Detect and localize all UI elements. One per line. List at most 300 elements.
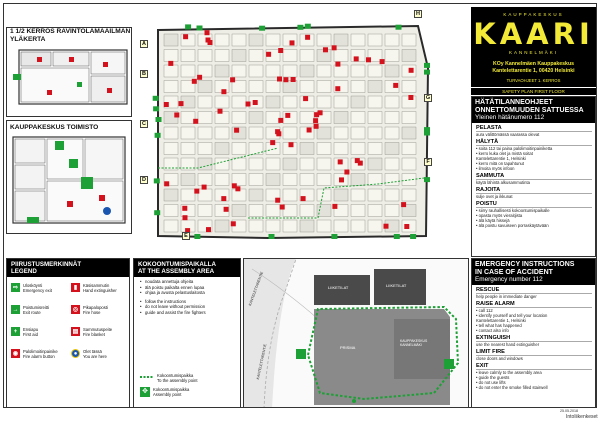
assembly-title-fi: KOKOONTUMISPAIKALLA — [138, 261, 216, 268]
extinguisher-marker — [194, 189, 199, 194]
extinguisher-marker — [231, 221, 236, 226]
fi-section-title: SAMMUTA — [476, 173, 592, 180]
shop-unit — [232, 158, 246, 170]
extinguisher-marker — [164, 181, 169, 186]
emergency-title-fi-2: ONNETTOMUUDEN SATTUESSA — [475, 106, 584, 114]
extinguisher-marker — [290, 40, 295, 45]
shop-unit — [351, 65, 365, 77]
shop-unit — [385, 127, 399, 139]
fi-section-text: • siirry rauhallisesti kokoontumispaikalle • opasta myös vieraitjista • älä käytä hissejä • älä poistu savuiseen porraskäytävään — [476, 208, 550, 228]
extinguisher-marker — [224, 207, 229, 212]
extinguisher-marker — [270, 140, 275, 145]
shop-unit — [402, 34, 416, 46]
assembly-fi-2: • älä poistu paikalta ennen lupaa — [140, 285, 236, 291]
shop-unit — [300, 174, 314, 186]
shop-unit — [215, 127, 229, 139]
shop-unit — [402, 50, 416, 62]
exit-marker — [154, 210, 160, 215]
shop-unit — [215, 65, 229, 77]
legend-label: Ensiapu First aid — [23, 327, 39, 337]
shop-unit — [402, 112, 416, 124]
shop-unit — [385, 158, 399, 170]
shop-unit — [266, 34, 280, 46]
shop-unit — [249, 174, 263, 186]
exit-marker — [396, 25, 402, 30]
extinguisher-marker — [283, 77, 288, 82]
shop-unit — [215, 96, 229, 108]
en-section-1 — [472, 299, 595, 333]
extinguisher-marker — [339, 177, 344, 182]
shop-unit — [215, 220, 229, 232]
shop-unit — [368, 205, 382, 217]
shop-unit — [283, 96, 297, 108]
legend-item — [71, 283, 117, 293]
en-section-text: • call 112 • identify yourself and tell your location Kantelettarentie 1, Helsinki • tell what has happened • contact also info — [476, 308, 548, 333]
exit-marker — [269, 234, 275, 239]
brand-block — [471, 7, 596, 87]
extinguisher-marker — [232, 183, 237, 188]
shop-unit — [249, 34, 263, 46]
shop-unit — [317, 127, 331, 139]
shop-unit — [351, 81, 365, 93]
extinguisher-marker — [301, 196, 306, 201]
extinguisher-marker — [182, 206, 187, 211]
fire-alarm-icon: ◉ — [12, 351, 19, 357]
shop-unit — [300, 220, 314, 232]
exit-marker — [185, 24, 191, 29]
fi-section-text: • soita 112 tai paina palolimoitinpainiketta • kerro kuka olet ja mistä soitat Kantelettarentie 1, Helsinki • kerro mitä on tapahtunut • ilmoita myös infoon — [476, 146, 553, 171]
fire-hose-icon: ◎ — [72, 307, 79, 313]
extinguisher-marker — [344, 170, 349, 175]
plan-letter-f: F — [424, 158, 432, 166]
extinguisher-marker — [366, 57, 371, 62]
shop-unit — [164, 50, 178, 62]
extinguisher-marker — [307, 128, 312, 133]
exit-marker — [154, 178, 160, 183]
extinguisher-marker — [183, 215, 188, 220]
shop-unit — [317, 96, 331, 108]
en-section-4 — [472, 361, 595, 390]
exit-marker — [424, 177, 430, 182]
shop-unit — [215, 34, 229, 46]
shop-unit — [266, 205, 280, 217]
exit-marker — [153, 106, 159, 111]
en-section-title: EXIT — [476, 363, 592, 370]
emergency-header-fi — [472, 97, 595, 123]
shop-unit — [283, 174, 297, 186]
extinguisher-marker — [218, 109, 223, 114]
shop-unit — [283, 220, 297, 232]
extinguisher-marker — [354, 56, 359, 61]
extinguisher-marker — [230, 77, 235, 82]
en-section-title: RESCUE — [476, 287, 592, 294]
extinguisher-marker — [168, 61, 173, 66]
extinguisher-marker — [318, 110, 323, 115]
en-section-0 — [472, 285, 595, 299]
legend-label: Palolimoitinpainike Fire alarm button — [23, 349, 58, 359]
shop-unit — [334, 112, 348, 124]
fi-section-2 — [472, 171, 595, 185]
extinguisher-marker — [206, 227, 211, 232]
extinguisher-marker — [384, 224, 389, 229]
shop-unit — [368, 189, 382, 201]
legend-item — [71, 305, 108, 315]
shop-unit — [300, 112, 314, 124]
floor-plan-drawing — [138, 8, 440, 246]
road-label-2: KANTELETTARENTIE — [248, 271, 265, 307]
en-section-text: close doors and windows — [476, 356, 523, 361]
exit-icon: ⇨ — [12, 285, 19, 291]
brand-logo: KAARI — [473, 17, 594, 51]
exit-marker — [424, 63, 430, 68]
en-section-2 — [472, 333, 595, 347]
shop-unit — [334, 189, 348, 201]
exit-marker — [194, 234, 200, 239]
shop-unit — [181, 189, 195, 201]
extinguisher-marker — [197, 75, 202, 80]
footer-brand: Intoliikenkeset — [566, 414, 598, 420]
emergency-instructions-fi — [471, 96, 596, 257]
site-map-drawing — [244, 259, 469, 408]
shop-unit — [164, 81, 178, 93]
shop-unit — [351, 127, 365, 139]
legend-title-en: LEGEND — [11, 268, 37, 275]
legend-header — [7, 259, 129, 277]
assembly-en-1: • follow the instructions — [140, 299, 236, 305]
shop-unit — [198, 112, 212, 124]
extinguisher-marker — [192, 79, 197, 84]
plan-letter-d: D — [140, 176, 148, 184]
plan-letter-e: E — [182, 232, 190, 240]
road-label-1: KANTELETTARENTIE — [256, 343, 268, 380]
brand-sub-text: KANNELMÄKI — [508, 50, 558, 55]
building-label-1: LIIKETILAT — [328, 285, 349, 290]
shop-unit — [368, 127, 382, 139]
shop-unit — [283, 81, 297, 93]
shop-unit — [198, 81, 212, 93]
shop-unit — [266, 112, 280, 124]
extinguisher-marker — [234, 128, 239, 133]
legend-item — [71, 349, 107, 359]
to-assembly-point-key — [140, 373, 198, 383]
shop-unit — [181, 127, 195, 139]
shop-unit — [215, 143, 229, 155]
shop-unit — [351, 34, 365, 46]
assembly-panel — [133, 258, 241, 408]
exit-marker — [331, 234, 337, 239]
shop-unit — [164, 205, 178, 217]
extinguisher-icon: ▮ — [71, 283, 80, 292]
fi-section-title: HÄLYTÄ — [476, 139, 592, 146]
shop-unit — [215, 174, 229, 186]
shop-unit — [300, 158, 314, 170]
emergency-instructions-en — [471, 258, 596, 408]
shop-unit — [368, 158, 382, 170]
extinguisher-marker — [291, 77, 296, 82]
to-assembly-point-label: Kokoontumispaikka To the assembly point — [157, 373, 198, 383]
extinguisher-marker — [404, 224, 409, 229]
emergency-sections-fi — [472, 123, 595, 228]
extinguisher-marker — [174, 113, 179, 118]
emergency-title-en-2: IN CASE OF ACCIDENT — [475, 268, 553, 276]
extinguisher-marker — [335, 86, 340, 91]
plan-letter-a: A — [140, 40, 148, 48]
exit-marker — [155, 133, 161, 138]
extinguisher-marker — [206, 38, 211, 43]
shop-unit — [249, 158, 263, 170]
shop-unit — [317, 65, 331, 77]
fire-blanket-icon: ▤ — [72, 329, 79, 335]
extinguisher-marker — [355, 158, 360, 163]
shop-unit — [198, 50, 212, 62]
shop-unit — [351, 189, 365, 201]
shop-unit — [300, 65, 314, 77]
shop-unit — [232, 96, 246, 108]
legend-label: Ulosköynti Emergency exit — [23, 283, 52, 293]
shop-unit — [317, 143, 331, 155]
extinguisher-marker — [313, 118, 318, 123]
shop-unit — [317, 34, 331, 46]
shop-unit — [164, 34, 178, 46]
shop-unit — [198, 127, 212, 139]
shop-unit — [300, 50, 314, 62]
extinguisher-marker — [289, 142, 294, 147]
fi-section-title: POISTU — [476, 201, 592, 208]
office-inset — [6, 120, 132, 234]
shop-unit — [266, 65, 280, 77]
footer-date: 25.05.2018 — [560, 409, 578, 413]
shop-unit — [300, 143, 314, 155]
extinguisher-marker — [314, 124, 319, 129]
extinguisher-marker — [183, 34, 188, 39]
extinguisher-marker — [338, 159, 343, 164]
shop-unit — [334, 220, 348, 232]
shop-unit — [334, 127, 348, 139]
first-aid-icon: + — [11, 327, 20, 336]
shop-unit — [385, 174, 399, 186]
building-label-3: PRISMA — [340, 345, 356, 350]
extinguisher-marker — [278, 48, 283, 53]
shop-unit — [198, 143, 212, 155]
fi-section-text: käytä lähintä alkusammutinta — [476, 180, 530, 185]
extinguisher-marker — [275, 129, 280, 134]
fi-section-3 — [472, 185, 595, 199]
plan-letter-b: B — [140, 70, 148, 78]
shop-unit — [249, 112, 263, 124]
shop-unit — [368, 112, 382, 124]
legend-label: Sammutuspeite Fire blanket — [83, 327, 113, 337]
extinguisher-marker — [193, 119, 198, 124]
office-drawing — [7, 121, 131, 233]
assembly-header — [134, 259, 240, 277]
extinguisher-marker — [266, 52, 271, 57]
shop-unit — [232, 65, 246, 77]
shop-unit — [266, 158, 280, 170]
shop-unit — [283, 50, 297, 62]
extinguisher-marker — [285, 113, 290, 118]
emergency-header-en — [472, 259, 595, 285]
legend-item — [71, 327, 112, 337]
shop-unit — [181, 50, 195, 62]
assembly-en-2: • do not leave without permission — [140, 304, 236, 310]
plan-title-en: SAFETY PLAN FIRST FLOOR — [471, 88, 596, 95]
emergency-number-en: Emergency number 112 — [475, 276, 543, 283]
shop-unit — [232, 34, 246, 46]
shop-unit — [385, 143, 399, 155]
extinguisher-marker — [323, 47, 328, 52]
shop-unit — [164, 65, 178, 77]
shop-unit — [317, 158, 331, 170]
en-section-title: RAISE ALARM — [476, 301, 592, 308]
shop-unit — [266, 96, 280, 108]
shop-unit — [215, 158, 229, 170]
extinguisher-marker — [380, 59, 385, 64]
extinguisher-marker — [164, 102, 169, 107]
assembly-point-icon: ✥ — [140, 387, 150, 397]
fi-section-title: RAJOITA — [476, 187, 592, 194]
company-name: KOy Kannelmäen Kauppakeskus — [492, 61, 574, 67]
shop-unit — [334, 65, 348, 77]
exit-marker — [153, 96, 159, 101]
extinguisher-marker — [253, 100, 258, 105]
shop-unit — [198, 158, 212, 170]
office-title: KAUPPAKESKUS TOIMISTO — [10, 124, 99, 131]
shop-unit — [385, 205, 399, 217]
en-section-text: help people in immediate danger — [476, 294, 537, 299]
extinguisher-marker — [305, 35, 310, 40]
legend-label: Käsisammutin Hand extinguisher — [83, 283, 117, 293]
extinguisher-marker — [409, 68, 414, 73]
shop-unit — [334, 96, 348, 108]
en-section-title: EXTINGUISH — [476, 335, 592, 342]
exit-marker — [156, 117, 162, 122]
shop-unit — [351, 143, 365, 155]
shop-unit — [351, 220, 365, 232]
extinguisher-marker — [280, 205, 285, 210]
shop-unit — [300, 81, 314, 93]
extinguisher-marker — [401, 202, 406, 207]
shop-unit — [283, 65, 297, 77]
shop-unit — [232, 112, 246, 124]
you-are-here-icon: ● — [71, 349, 80, 358]
shop-unit — [232, 50, 246, 62]
legend-item — [11, 283, 52, 293]
assembly-point-label: Kokoontumispaikka Assembly point — [153, 387, 190, 397]
extinguisher-marker — [408, 95, 413, 100]
fi-section-text: sulje ovet ja ikkunat — [476, 194, 513, 199]
shop-unit — [164, 220, 178, 232]
shop-unit — [164, 127, 178, 139]
shop-unit — [317, 220, 331, 232]
shop-unit — [385, 65, 399, 77]
extinguisher-marker — [205, 30, 210, 35]
shop-unit — [334, 50, 348, 62]
emergency-title-en-1: EMERGENCY INSTRUCTIONS — [475, 261, 575, 268]
shop-unit — [368, 220, 382, 232]
shop-unit — [368, 96, 382, 108]
shop-unit — [385, 96, 399, 108]
extinguisher-marker — [335, 62, 340, 67]
shop-unit — [249, 127, 263, 139]
extinguisher-marker — [303, 96, 308, 101]
shop-unit — [232, 205, 246, 217]
en-section-text: • leave calmly to the assembly area • guide the guests • do not use lifts • do not enter the smoke filled stairwell — [476, 370, 548, 390]
legend-label: Pikapaloposti Fire hose — [83, 305, 108, 315]
fi-section-4 — [472, 199, 595, 228]
dotted-route-icon — [140, 373, 154, 381]
assembly-en-3: • guide and assist the fire fighters — [140, 310, 236, 316]
extinguisher-marker — [332, 45, 337, 50]
shop-unit — [249, 143, 263, 155]
extinguisher-marker — [202, 185, 207, 190]
assembly-title-en: AT THE ASSEMBLY AREA — [138, 268, 215, 275]
legend-item — [11, 349, 58, 359]
shop-unit — [181, 112, 195, 124]
extinguisher-marker — [332, 204, 337, 209]
legend-item — [11, 305, 49, 315]
shop-unit — [351, 112, 365, 124]
extinguisher-marker — [179, 101, 184, 106]
shop-unit — [385, 50, 399, 62]
shop-unit — [368, 143, 382, 155]
shop-unit — [351, 205, 365, 217]
site-map — [243, 258, 469, 408]
shop-unit — [198, 205, 212, 217]
shop-unit — [402, 189, 416, 201]
plan-letter-h: H — [414, 10, 422, 18]
shop-unit — [181, 174, 195, 186]
fi-section-title: PELASTA — [476, 125, 592, 132]
shop-unit — [334, 34, 348, 46]
extinguisher-marker — [277, 77, 282, 82]
floor-plan — [138, 8, 440, 246]
shop-unit — [249, 81, 263, 93]
shop-unit — [266, 220, 280, 232]
exit-marker — [410, 234, 416, 239]
emergency-sections-en — [472, 285, 595, 390]
emergency-number-fi: Yleinen hätänumero 112 — [475, 114, 545, 121]
exit-marker — [297, 25, 303, 30]
shop-unit — [249, 220, 263, 232]
shop-unit — [317, 81, 331, 93]
shop-unit — [368, 174, 382, 186]
legend-title-fi: PIIRUSTUSMERKINNÄT — [11, 261, 82, 268]
building-label-4: KAUPPAKESKUS KANNELMÄKI — [400, 339, 428, 347]
en-section-3 — [472, 347, 595, 361]
exit-marker — [424, 70, 430, 75]
shop-unit — [283, 205, 297, 217]
legend-item — [11, 327, 38, 337]
shop-unit — [385, 112, 399, 124]
extinguisher-marker — [246, 102, 251, 107]
shop-unit — [317, 174, 331, 186]
shop-unit — [164, 189, 178, 201]
shop-unit — [385, 189, 399, 201]
shop-unit — [283, 127, 297, 139]
company-address: Kantelettarentie 1, 00420 Helsinki — [492, 68, 575, 74]
shop-unit — [334, 143, 348, 155]
shop-unit — [402, 158, 416, 170]
exit-route-icon: → — [12, 306, 19, 313]
shop-unit — [402, 81, 416, 93]
shop-unit — [283, 189, 297, 201]
upper-floor-title: 1 1/2 KERROS RAVINTOLAMAAILMAN YLÄKERTA — [10, 28, 131, 43]
shop-unit — [249, 50, 263, 62]
assembly-fi-3: • ohjaa ja avusta pelastuslaitosta — [140, 290, 236, 296]
shop-unit — [300, 205, 314, 217]
plan-letter-g: G — [425, 95, 431, 101]
en-section-text: use the nearest hand extinguisher — [476, 342, 540, 347]
